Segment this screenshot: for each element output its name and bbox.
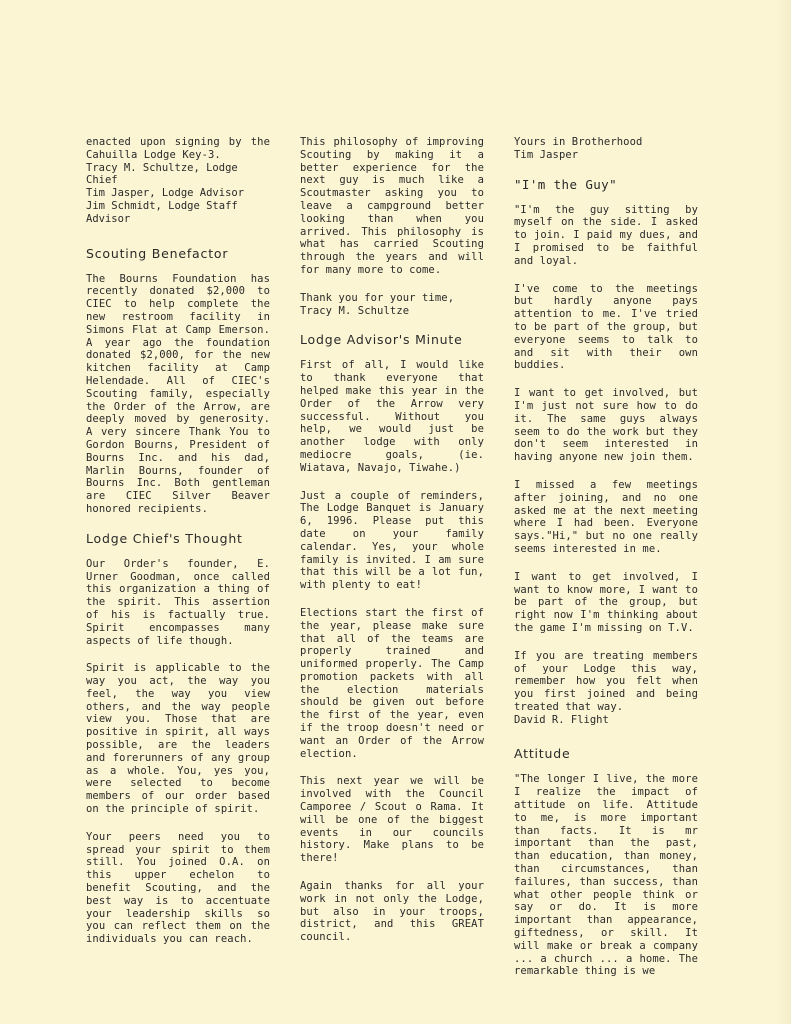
intro-paragraph: enacted upon signing by the Cahuilla Lodge Key-3.	[86, 136, 270, 161]
guy-paragraph-6: If you are treating members of your Lodge this way, remember how you felt when you first joined and being treated that way.	[514, 649, 698, 713]
chief-paragraph-1: Our Order's founder, E. Urner Goodman, once called this organization a thing of the spirit. This assertion of his is factually true. Spirit encompasses many aspects of life though.	[86, 557, 270, 647]
attitude-paragraph: "The longer I live, the more I realize the impact of attitude on life. Attitude to me, is more important than facts. It is mr important than the past, than education, than money, than circumstances, than failures, than success, than what other people think or say or do. It is more important than appearance, giftedness, or skill. It will make or break a company ... a church ... a home. The remarkable thing is we	[514, 773, 698, 978]
benefactor-heading: Scouting Benefactor	[86, 245, 229, 261]
page-edge	[777, 0, 791, 1024]
key3-signatures: Tracy M. Schultze, Lodge Chief Tim Jasper, Lodge Advisor Jim Schmidt, Lodge Staff Advisor	[86, 161, 245, 225]
advisor-paragraph-5: Again thanks for all your work in not only the Lodge, but also in your troops, district, and this GREAT council.	[300, 880, 484, 944]
chief-paragraph-3: Your peers need you to spread your spirit to them still. You joined O.A. on this upper echelon to benefit Scouting, and the best way is to accentuate your leadership skills so you can reflect them on the individuals you can reach.	[86, 830, 270, 946]
guy-paragraph-1: "I'm the guy sitting by myself on the side. I asked to join. I paid my dues, and I promised to be faithful and loyal.	[514, 203, 698, 267]
advisor-paragraph-1: First of all, I would like to thank everyone that helped make this year in the Order of the Arrow very successful. Without you help, we would just be another lodge with only mediocre goals, (ie. Wiatava, Navajo, Tiwahe.)	[300, 359, 484, 474]
guy-paragraph-4: I missed a few meetings after joining, and no one asked me at the next meeting where I had been. Everyone says."Hi," but no one really seems interested in me.	[514, 478, 698, 555]
advisor-heading: Lodge Advisor's Minute	[300, 332, 463, 348]
newsletter-columns	[86, 136, 706, 1016]
philosophy-paragraph: This philosophy of improving Scouting by making it a better experience for the next guy is much like a Scoutmaster asking you to leave a campground better looking than when you arrived. This philosophy is what has carried Scouting through the years and will for many more to come.	[300, 136, 484, 276]
advisor-paragraph-3: Elections start the first of the year, please make sure that all of the teams are properly trained and uniformed properly. The Camp promotion packets with all the election materials should be given out before the first of the year, even if the troop doesn't need or want an Order of the Arrow election.	[300, 606, 484, 760]
guy-heading: "I'm the Guy"	[514, 176, 618, 192]
attitude-heading: Attitude	[514, 746, 571, 762]
closing-signoff: Yours in Brotherhood Tim Jasper	[514, 136, 643, 161]
column-2	[300, 136, 484, 959]
guy-paragraph-5: I want to get involved, I want to know more, I want to be part of the group, but right now I'm thinking about the game I'm missing on T.V.	[514, 570, 698, 634]
guy-paragraph-2: I've come to the meetings but hardly anyone pays attention to me. I've tried to be part of the group, but everyone seems to talk to and sit with their own buddies.	[514, 282, 698, 372]
benefactor-paragraph: The Bourns Foundation has recently donated $2,000 to CIEC to help complete the new restroom facility in Simons Flat at Camp Emerson. A year ago the foundation donated $2,000, for the new kitchen facility at Camp Helendade. All of CIEC's Scouting family, especially the Order of the Arrow, are deeply moved by generosity. A very sincere Thank You to Gordon Bourns, President of Bourns Inc. and his dad, Marlin Bourns, founder of Bourns Inc. Both gentleman are CIEC Silver Beaver honored recipients.	[86, 272, 270, 515]
chief-heading: Lodge Chief's Thought	[86, 530, 243, 546]
thanks-signoff: Thank you for your time, Tracy M. Schultze	[300, 291, 455, 317]
chief-paragraph-2: Spirit is applicable to the way you act, the way you feel, the way you view others, and the way people view you. Those that are positive in spirit, all ways possible, are the leaders and forerunners of any group as a whole. You, yes you, were selected to become members of our order based on the principle of spirit.	[86, 662, 270, 816]
column-3	[514, 136, 698, 993]
advisor-paragraph-4: This next year we will be involved with the Council Camporee / Scout o Rama. It will be one of the biggest events in our councils history. Make plans to be there!	[300, 775, 484, 865]
advisor-paragraph-2: Just a couple of reminders, The Lodge Banquet is January 6, 1996. Please put this date on your family calendar. Yes, your whole family is invited. I am sure that this will be a lot fun, with plenty to eat!	[300, 489, 484, 592]
column-1	[86, 136, 270, 961]
guy-author: David R. Flight	[514, 713, 609, 726]
guy-paragraph-3: I want to get involved, but I'm just not sure how to do it. The same guys always seem to do the work but they don't seem interested in having anyone new join them.	[514, 387, 698, 464]
